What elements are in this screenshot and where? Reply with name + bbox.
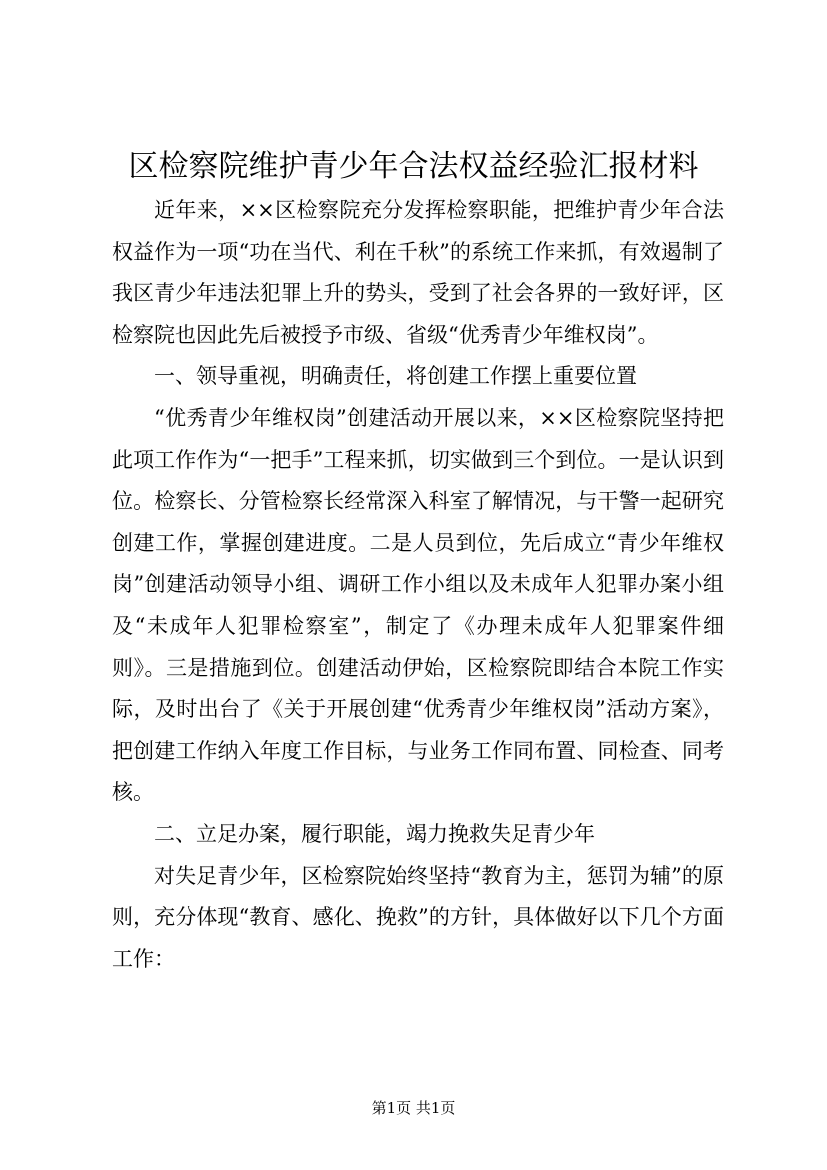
document-title: 区检察院维护青少年合法权益经验汇报材料 xyxy=(128,149,699,184)
document-body xyxy=(112,190,724,980)
intro-paragraph: 近年来，××区检察院充分发挥检察职能，把维护青少年合法权益作为一项“功在当代、利在千秋”的系统工作来抓，有效遏制了我区青少年违法犯罪上升的势头，受到了社会各界的一致好评，区检察院也因此先后被授予市级、省级“优秀青少年维权岗”。 xyxy=(112,198,724,347)
section-2-paragraph: 对失足青少年，区检察院始终坚持“教育为主，惩罚为辅”的原则，充分体现“教育、感化、挽救”的方针，具体做好以下几个方面工作： xyxy=(112,863,724,971)
section-1-paragraph: “优秀青少年维权岗”创建活动开展以来，××区检察院坚持把此项工作作为“一把手”工程来抓，切实做到三个到位。一是认识到位。检察长、分管检察长经常深入科室了解情况，与干警一起研究创建工作，掌握创建进度。二是人员到位，先后成立“青少年维权岗”创建活动领导小组、调研工作小组以及未成年人犯罪办案小组及“未成年人犯罪检察室”，制定了《办理未成年人犯罪案件细则》。三是措施到位。创建活动伊始，区检察院即结合本院工作实际，及时出台了《关于开展创建“优秀青少年维权岗”活动方案》，把创建工作纳入年度工作目标，与业务工作同布置、同检查、同考核。 xyxy=(112,405,724,805)
page-number-footer: 第1页 共1页 xyxy=(371,1099,456,1117)
section-heading-2: 二、立足办案，履行职能，竭力挽救失足青少年 xyxy=(154,821,595,846)
section-heading-1: 一、领导重视，明确责任，将创建工作摆上重要位置 xyxy=(154,364,637,389)
